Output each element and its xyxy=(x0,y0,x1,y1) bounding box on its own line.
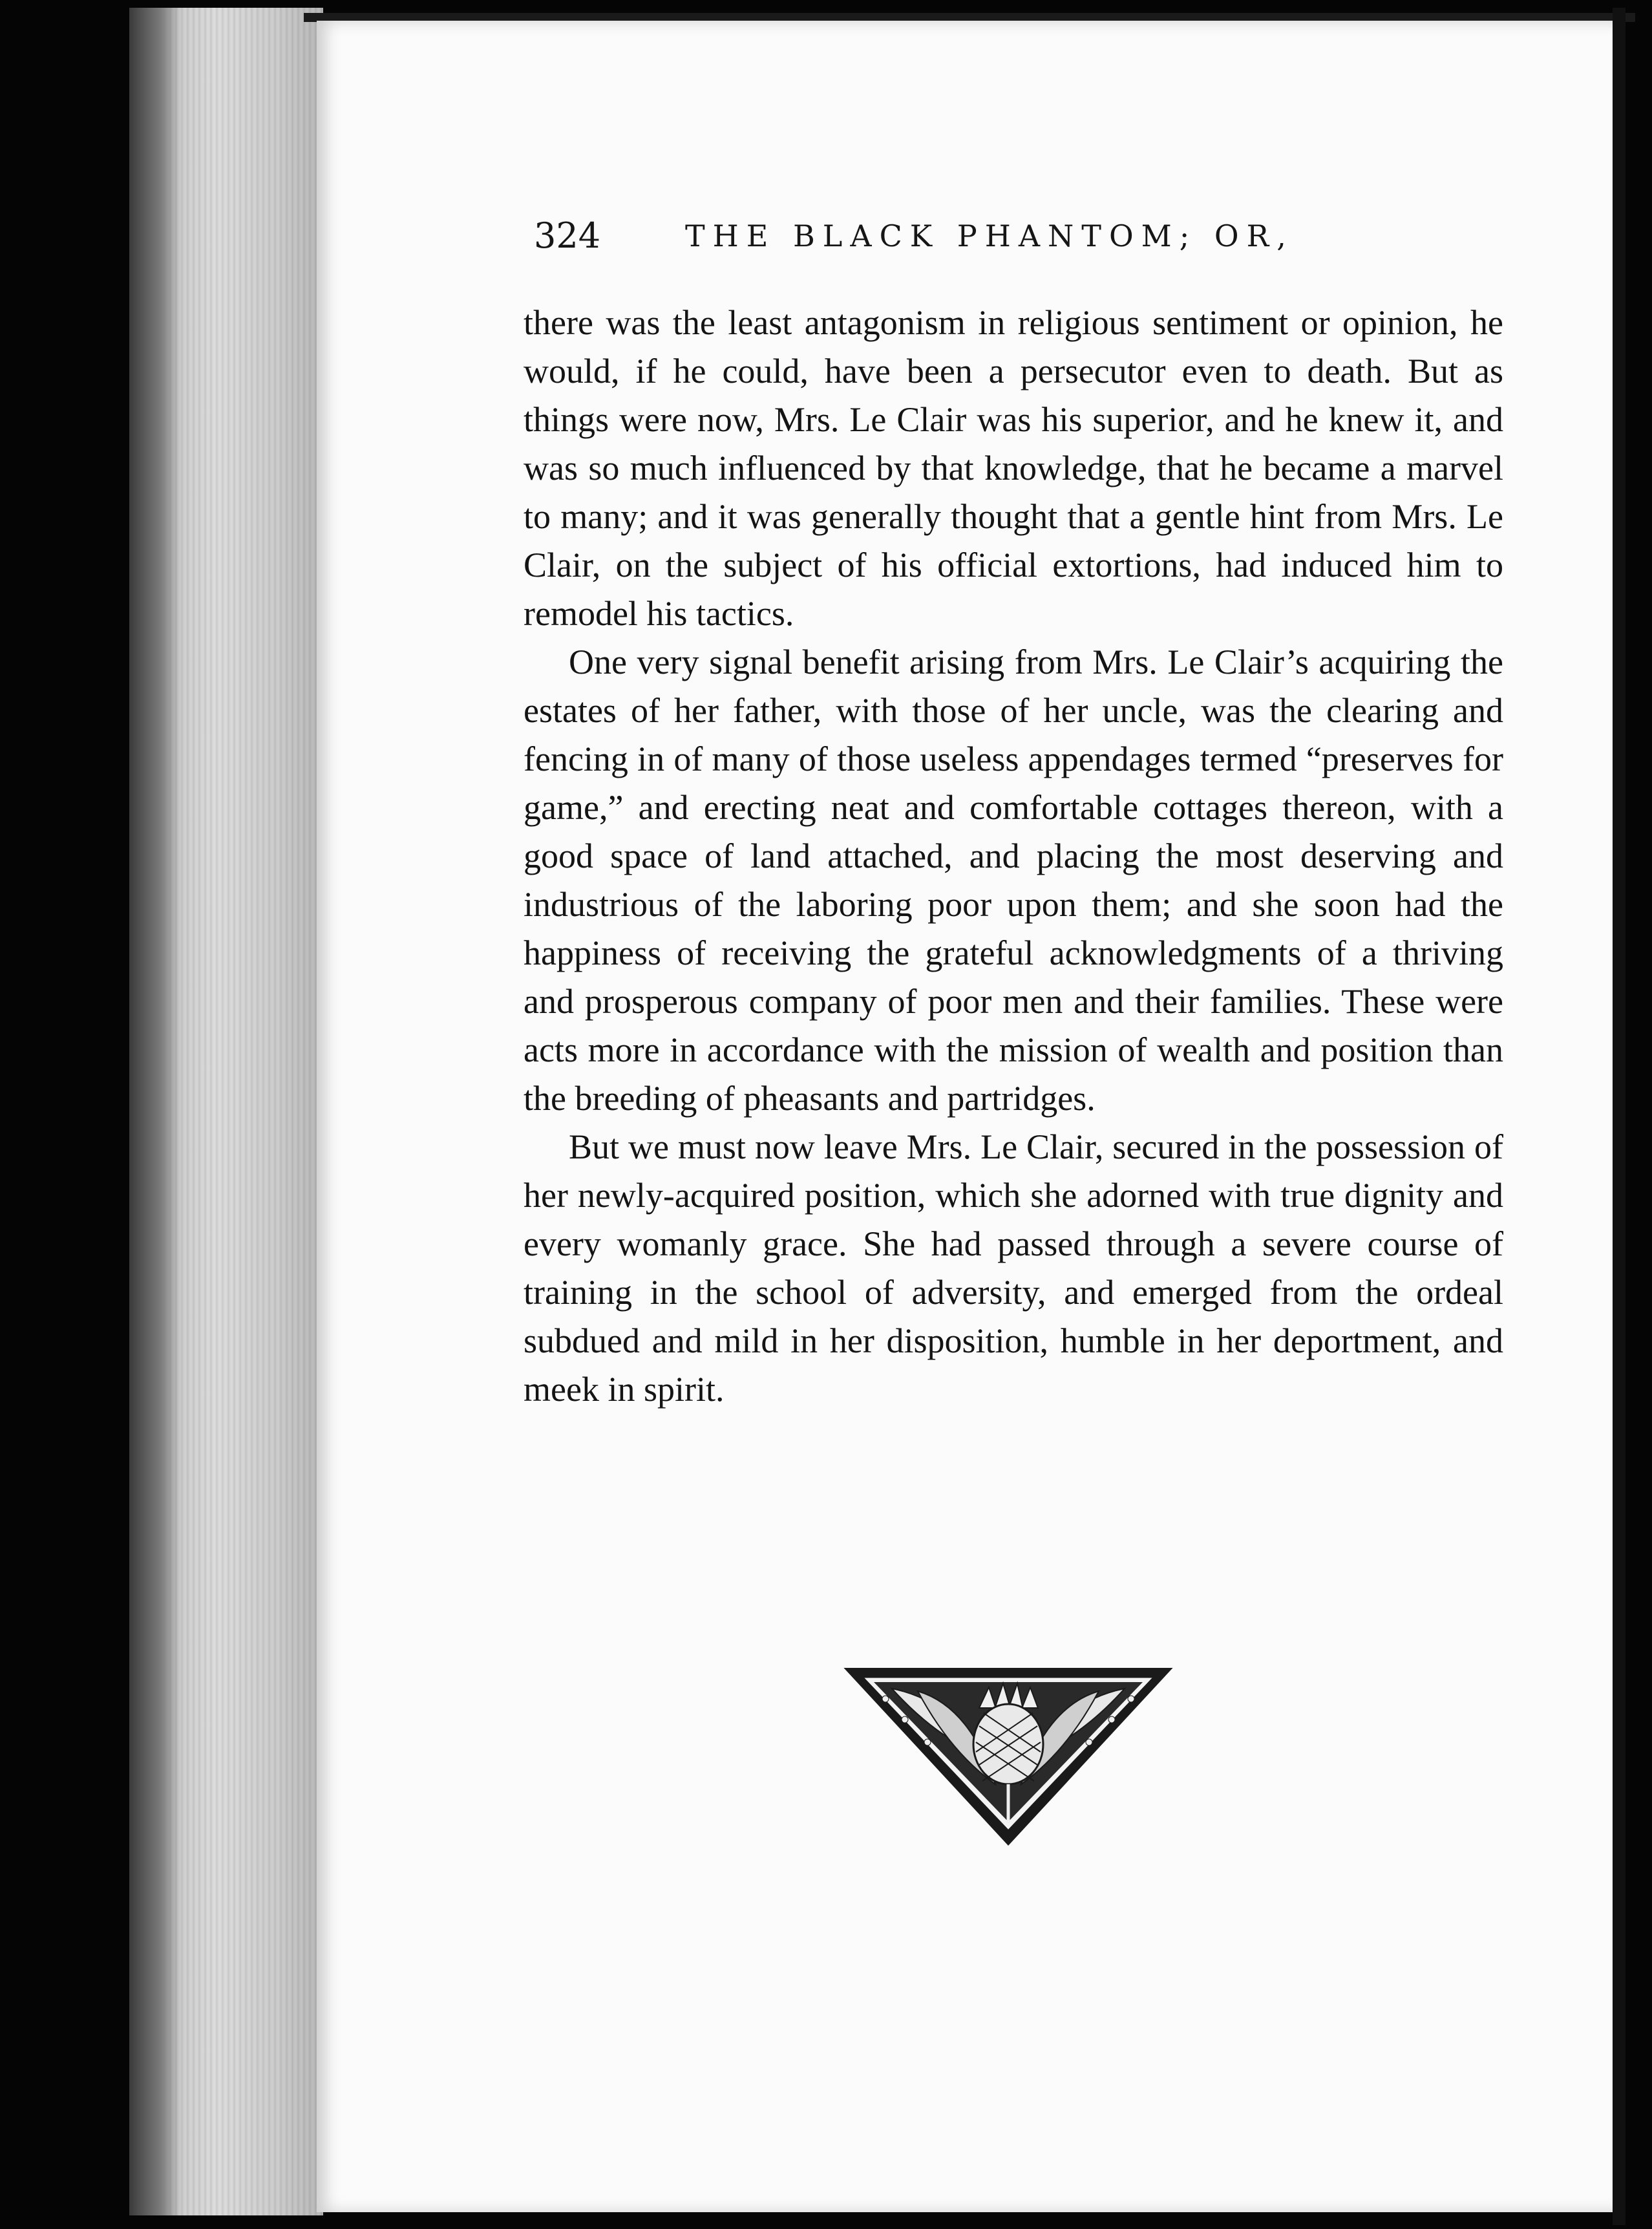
page-number: 324 xyxy=(534,215,601,256)
running-header xyxy=(534,210,1374,268)
running-title: THE BLACK PHANTOM; OR, xyxy=(685,219,1294,253)
paragraph-3: But we must now leave Mrs. Le Clair, secured in the possession of her newly-acquired position, which she adorned with true dignity and every womanly grace. She had passed through a severe course of training in the school of adversity, and emerged from the ordeal subdued and mild in her disposition, humble in her deportment, and meek in spirit. xyxy=(524,1127,1503,1409)
paragraph-1: there was the least antagonism in religious sentiment or opinion, he would, if he could, have been a persecutor even to death. But as things were now, Mrs. Le Clair was his superior, and he knew it, and was so much influenced by that knowledge, that he became a marvel to many; and it was generally thought that a gentle hint from Mrs. Le Clair, on the subject of his official extortions, had induced him to remodel his tactics. xyxy=(524,303,1503,633)
thistle-tailpiece-icon xyxy=(840,1661,1176,1849)
paragraph-2: One very signal benefit arising from Mrs. Le Clair’s acquiring the estates of her father, with those of her uncle, was the clearing and fencing in of many of those useless appendages termed “preserves for game,” and erecting neat and comfortable cottages thereon, with a good space of land attached, and placing the most deserving and industrious of the laboring poor upon them; and she soon had the happiness of receiving the grateful acknowledgments of a thriving and prosperous company of poor men and their families. These were acts more in accordance with the mission of wealth and position than the breeding of pheasants and partridges. xyxy=(524,643,1503,1118)
body-text xyxy=(524,299,1503,1414)
book-spine-shadow xyxy=(129,8,181,2215)
scan-right-border xyxy=(1613,8,1626,2225)
